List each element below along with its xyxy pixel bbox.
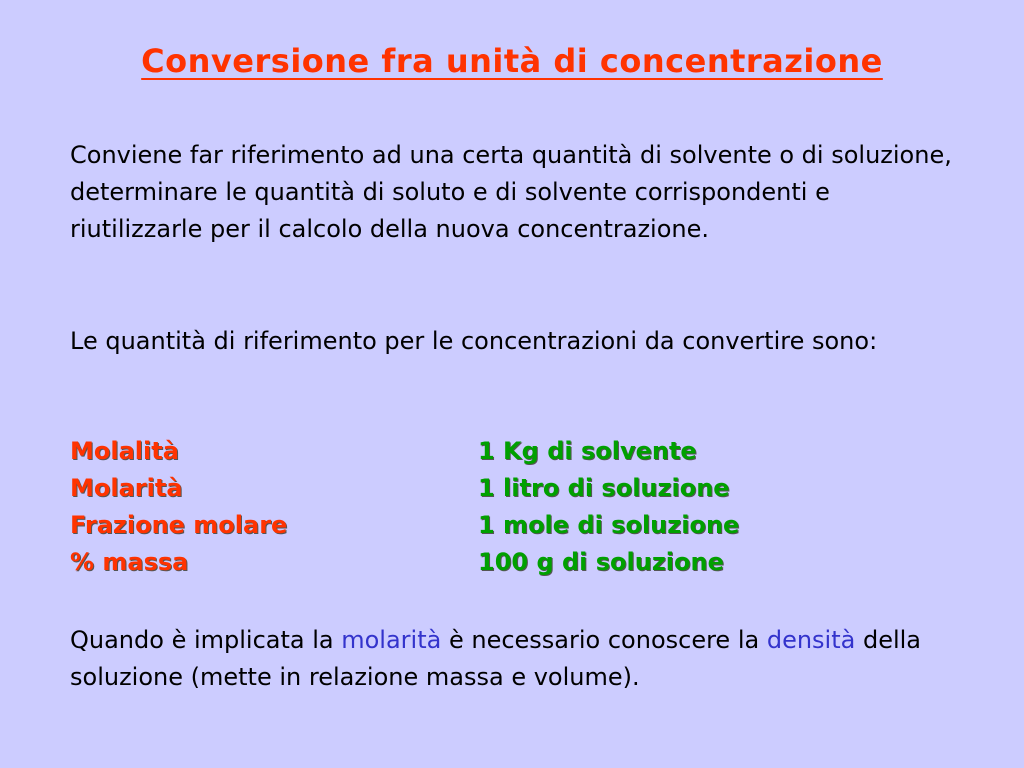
intro-paragraph: Conviene far riferimento ad una certa quantità di solvente o di soluzione, determinare le quantità di soluto e di solvente corrispondenti e riutilizzarle per il calcolo della nuova concentrazione.	[70, 141, 952, 243]
note-text-part1: Quando è implicata la	[70, 626, 342, 654]
slide-title: Conversione fra unità di concentrazione	[141, 42, 883, 80]
density-highlight: densità	[766, 626, 856, 654]
note-text-part2: è necessario conoscere la	[441, 626, 767, 654]
conversion-reference: 1 litro di soluzione	[478, 474, 730, 502]
conversion-row-massa	[70, 548, 960, 585]
conversion-list	[70, 437, 960, 585]
density-note-paragraph	[70, 622, 960, 696]
conversion-quantity: Frazione molare	[70, 511, 288, 539]
note-text-part3: della soluzione (mette in relazione massa e volume).	[70, 626, 921, 691]
conversion-row-molarita	[70, 474, 960, 511]
conversion-quantity: Molalità	[70, 437, 179, 465]
conversion-row-molalita	[70, 437, 960, 474]
molarity-highlight: molarità	[341, 626, 442, 654]
conversion-reference: 1 mole di soluzione	[478, 511, 740, 539]
conversion-quantity: % massa	[70, 548, 189, 576]
reference-intro-paragraph: Le quantità di riferimento per le concentrazioni da convertire sono:	[70, 327, 878, 355]
conversion-quantity: Molarità	[70, 474, 183, 502]
conversion-row-frazione-molare	[70, 511, 960, 548]
conversion-reference: 100 g di soluzione	[478, 548, 724, 576]
conversion-reference: 1 Kg di solvente	[478, 437, 697, 465]
